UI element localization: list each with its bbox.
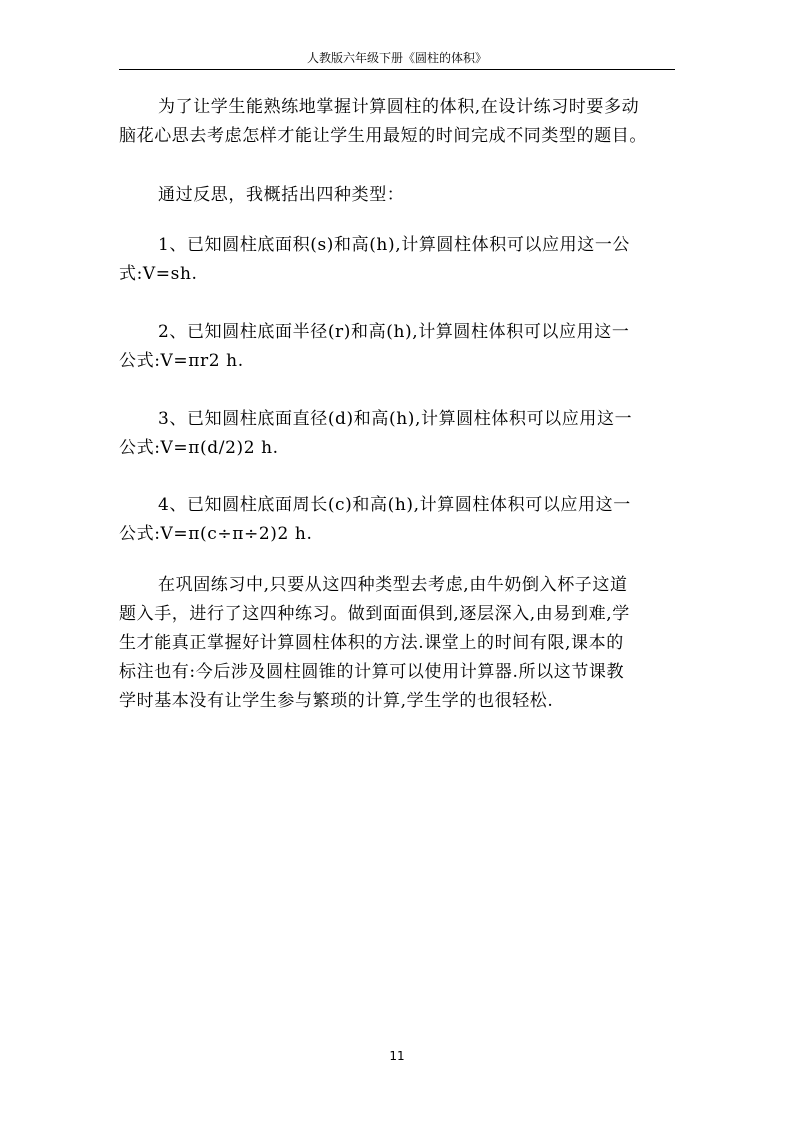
text-line: 公式:V=π(d/2)2 h. bbox=[119, 438, 279, 458]
text-line: 3、已知圆柱底面直径(d)和高(h),计算圆柱体积可以应用这一 bbox=[158, 409, 633, 429]
text-line: 脑花心思去考虑怎样才能让学生用最短的时间完成不同类型的题目。 bbox=[119, 126, 647, 146]
text-line: 生才能真正掌握好计算圆柱体积的方法.课堂上的时间有限,课本的 bbox=[119, 633, 624, 653]
paragraph-type-2 bbox=[119, 318, 675, 376]
paragraph-conclusion bbox=[119, 571, 675, 716]
page-header: 人教版六年级下册《圆柱的体积》 bbox=[306, 51, 487, 65]
text-line: 公式:V=π(c÷π÷2)2 h. bbox=[119, 524, 313, 544]
paragraph-intro bbox=[119, 93, 675, 151]
header-rule bbox=[119, 69, 675, 70]
text-line: 2、已知圆柱底面半径(r)和高(h),计算圆柱体积可以应用这一 bbox=[158, 322, 630, 342]
text-line: 4、已知圆柱底面周长(c)和高(h),计算圆柱体积可以应用这一 bbox=[158, 495, 631, 515]
text-line: 标注也有:今后涉及圆柱圆锥的计算可以使用计算器.所以这节课教 bbox=[119, 662, 625, 682]
text-line: 在巩固练习中,只要从这四种类型去考虑,由牛奶倒入杯子这道 bbox=[158, 575, 628, 595]
text-line: 公式:V=πr2 h. bbox=[119, 351, 244, 371]
page-number: 11 bbox=[389, 1049, 405, 1063]
paragraph-type-3 bbox=[119, 405, 675, 463]
paragraph-summary bbox=[119, 181, 675, 210]
text-line: 学时基本没有让学生参与繁琐的计算,学生学的也很轻松. bbox=[119, 691, 554, 711]
text-line: 为了让学生能熟练地掌握计算圆柱的体积,在设计练习时要多动 bbox=[158, 97, 640, 117]
text-line: 式:V=sh. bbox=[119, 264, 198, 284]
paragraph-type-1 bbox=[119, 231, 675, 289]
text-line: 题入手，进行了这四种练习。做到面面俱到,逐层深入,由易到难,学 bbox=[119, 604, 630, 624]
text-line: 通过反思，我概括出四种类型： bbox=[158, 185, 405, 205]
paragraph-type-4 bbox=[119, 491, 675, 549]
text-line: 1、已知圆柱底面积(s)和高(h),计算圆柱体积可以应用这一公 bbox=[158, 235, 631, 255]
